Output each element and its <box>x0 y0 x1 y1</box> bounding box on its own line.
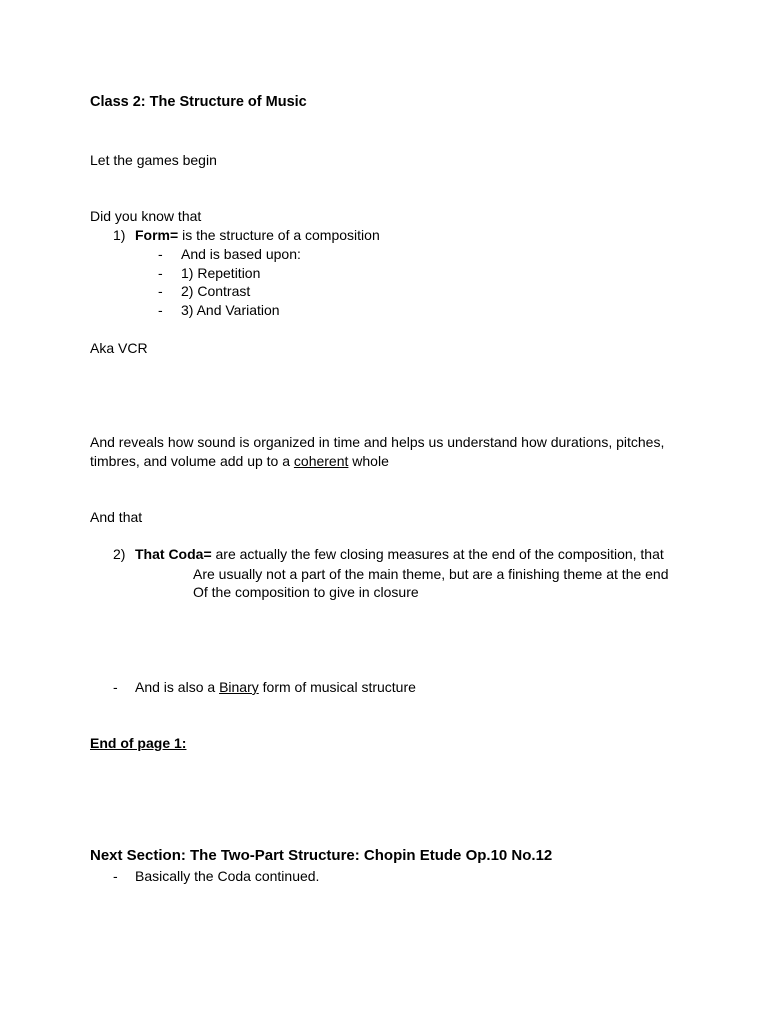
reveals-line2-pre: timbres, and volume add up to a <box>90 453 294 469</box>
reveals-line2-post: whole <box>348 453 389 469</box>
item2-rest: are actually the few closing measures at the end of the composition, that <box>211 546 664 562</box>
did-you-know-text: Did you know that <box>90 208 202 224</box>
subitem-text: 2) Contrast <box>181 283 251 299</box>
item1-number: 1) <box>113 227 126 243</box>
binary-pre: And is also a <box>135 679 220 695</box>
reveals-line2 <box>90 452 389 470</box>
aka-text: Aka VCR <box>90 340 148 356</box>
subitem-text: 3) And Variation <box>181 302 280 318</box>
item2-number: 2) <box>113 546 126 562</box>
item1-rest: is the structure of a composition <box>178 227 380 243</box>
item1-text <box>135 226 380 244</box>
binary-underlined: Binary <box>219 679 259 695</box>
next-section-dash: - <box>113 868 118 884</box>
next-section-text: Basically the Coda continued. <box>135 868 320 884</box>
item2-cont1: Are usually not a part of the main theme, but are a finishing theme at the end <box>193 566 669 582</box>
reveals-line1: And reveals how sound is organized in time and helps us understand how durations, pitches, <box>90 434 665 450</box>
item2-text <box>135 545 664 563</box>
item2-cont2: Of the composition to give in closure <box>193 584 419 600</box>
subitem-dash: - <box>158 246 163 262</box>
binary-post: form of musical structure <box>258 679 416 695</box>
subitem-dash: - <box>158 283 163 299</box>
subitem-text: 1) Repetition <box>181 265 261 281</box>
item2-term: That Coda= <box>135 546 212 562</box>
coherent-underlined: coherent <box>293 453 349 469</box>
next-section-heading: Next Section: The Two-Part Structure: Chopin Etude Op.10 No.12 <box>90 847 553 864</box>
and-that-text: And that <box>90 509 143 525</box>
end-of-page-label: End of page 1: <box>90 735 187 751</box>
subitem-text: And is based upon: <box>181 246 301 262</box>
binary-text <box>135 678 416 696</box>
item1-term: Form= <box>135 227 179 243</box>
intro-text: Let the games begin <box>90 152 217 168</box>
subitem-dash: - <box>158 265 163 281</box>
binary-dash: - <box>113 679 118 695</box>
page-title: Class 2: The Structure of Music <box>90 94 307 110</box>
subitem-dash: - <box>158 302 163 318</box>
